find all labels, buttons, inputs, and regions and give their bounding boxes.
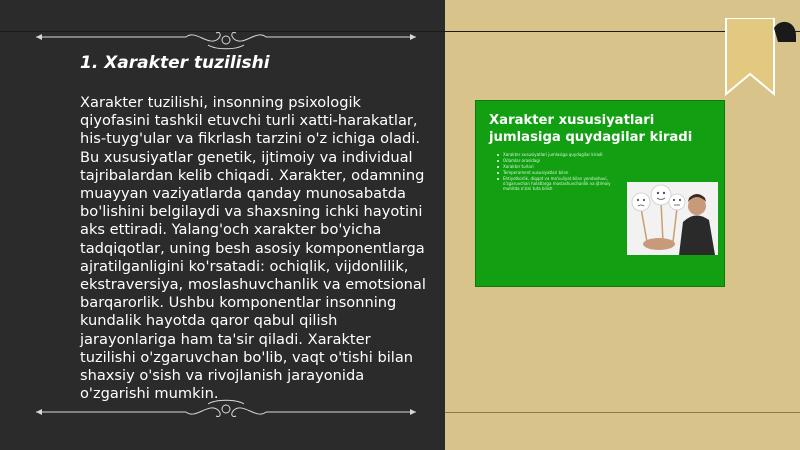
bookmark-icon <box>718 18 800 100</box>
card-bullet-item: Xarakter turlari <box>497 164 625 169</box>
bottom-divider-line <box>445 412 800 413</box>
card-bullet-item: Xarakter xususiyatlari jumlasiga quydagilar kiradi <box>497 152 625 157</box>
card-bullet-item: Temperament xususiyatlari bilan <box>497 170 625 175</box>
card-bullet-item: Odamlar orasidagi <box>497 158 625 163</box>
card-bullet-item: Ehtiyotkorlik, diqqat va ma'suliyat bilan yondashuvi, o'zgaruvchan holatlarga moslashuvchanlik va ijtimoiy muhitda o'zini tuta bilish <box>497 176 625 191</box>
top-flourish-ornament-icon <box>36 31 416 51</box>
characteristics-image-card <box>475 100 725 287</box>
card-title: Xarakter xususiyatlari jumlasiga quydagilar kiradi <box>489 113 693 145</box>
person-with-smiley-signs-photo <box>627 182 718 255</box>
card-bullet-list <box>497 152 625 192</box>
slide-body-text: Xarakter tuzilishi, insonning psixologik qiyofasini tashkil etuvchi turli xatti-harakatlar, his-tuyg'ular va fikrlash tarzini o'z ichiga oladi. Bu xususiyatlar genetik, ijtimoiy va individual tajribalardan kelib chiqadi. Xarakter, odamning muayyan vaziyatlarda qanday munosabatda bo'lishini belgilaydi va shaxsning ichki hayotini aks ettiradi. Yalang'och xarakter bo'yicha tadqiqotlar, uning besh asosiy komponentlarga ajratilganligini ko'rsatadi: ochiqlik, vijdonlilik, ekstraversiya, moslashuvchanlik va emotsional barqarorlik. Ushbu komponentlar insonning kundalik hayotda qaror qabul qilish jarayonlariga ham ta'sir qiladi. Xarakter tuzilishi o'zgaruvchan bo'lib, vaqt o'tishi bilan shaxsiy o'sish va rivojlanish jarayonida o'zgarishi mumkin. <box>80 94 426 403</box>
slide-title: 1. Xarakter tuzilishi <box>80 53 270 73</box>
